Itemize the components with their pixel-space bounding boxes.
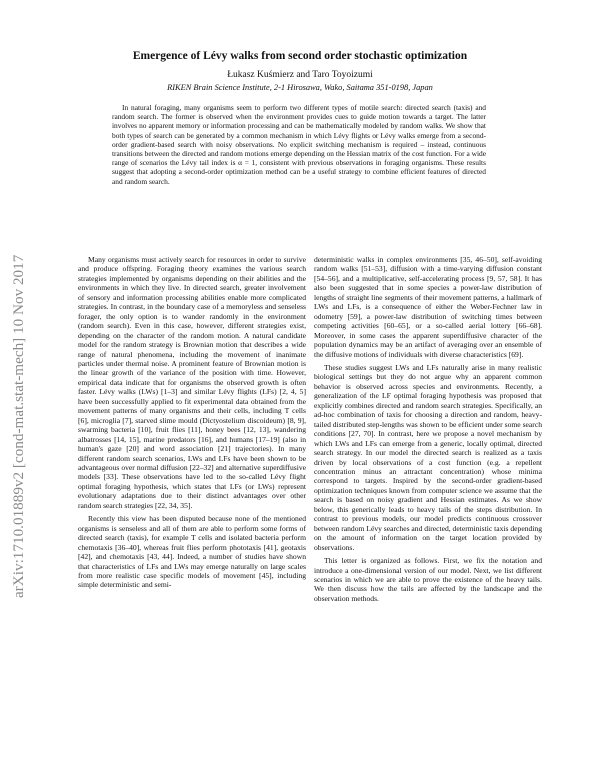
body-paragraph: deterministic walks in complex environments [35, 46–50], self-avoiding random walks [51–53], diffusion with a time-varying diffusion constant [54–56], and a multiplicative, self-accelerating process [9, 57, 58]. It has also been suggested that in some species a power-law distribution of lengths of straight line segments of their movement patterns, a hallmark of LWs and LFs, is a consequence of either the Weber-Fechner law in odometry [59], a power-law distribution of switching times between competing activities [60–65], or a so-called aerial lottery [66–68]. Moreover, in some cases the apparent superdiffusive character of the population dynamics may be an artifact of averaging over an ensemble of the diffusive motions of individuals with diverse characteristics [69].	[314, 255, 542, 359]
body-paragraph: Recently this view has been disputed because none of the mentioned organisms is senseless and all of them are able to perform some forms of directed search (taxis), for example T cells and isolated bacteria perform chemotaxis [36–40], whereas fruit flies perform phototaxis [41], geotaxis [42], and chemotaxis [43, 44]. Indeed, a number of studies have shown that characteristics of LFs and LWs may emerge naturally on large scales from more realistic case specific models of movement [45], including simple deterministic and semi-	[78, 514, 306, 590]
body-paragraph: This letter is organized as follows. First, we fix the notation and introduce a one-dimensional version of our model. Next, we list different scenarios in which we are able to prove the existence of the heavy tails. We then discuss how the tails are affected by the landscape and the observation methods.	[314, 556, 542, 603]
body-column-left	[78, 255, 306, 594]
body-paragraph: Many organisms must actively search for resources in order to survive and produce offspring. Foraging theory examines the various search strategies implemented by organisms depending on their abilities and the environments in which they live. In directed search, greater involvement of sensory and information processing abilities enable more complicated strategies. In contrast, in the boundary case of a memoryless and senseless forager, the only option is to wander randomly in the environment (random search). Even in this case, however, different strategies exist, depending on the character of the random motion. A natural candidate model for the random strategy is Brownian motion that describes a wide range of natural phenomena, including the movement of inanimate particles under thermal noise. A prominent feature of Brownian motion is the linear growth of the variance of the position with time. However, empirical data indicate that for organisms the observed growth is often faster. Lévy walks (LWs) [1–3] and similar Lévy flights (LFs) [2, 4, 5] have been successfully applied to fit experimental data obtained from the movement patterns of many organisms and their cells, including T cells [6], microglia [7], starved slime mould (Dictyostelium discoideum) [8, 9], swarming bacteria [10], fruit flies [11], honey bees [12, 13], wandering albatrosses [14, 15], marine predators [16], and humans [17–19] (also in human's gaze [20] and word association [21] trajectories). In many different random search scenarios, LWs and LFs have been shown to be advantageous over normal diffusion [22–32] and alternative superdiffusive models [33]. These observations have led to the so-called Lévy flight optimal foraging hypothesis, which states that LFs (or LWs) represent evolutionary adaptations due to their distinct advantages over other random search strategies [22, 34, 35].	[78, 255, 306, 510]
body-paragraph: These studies suggest LWs and LFs naturally arise in many realistic biological settings but they do not argue why an apparent common behavior is observed across species and environments. Recently, a generalization of the LF optimal foraging hypothesis was proposed that explicitly combines directed and random search strategies. Specifically, an ad-hoc combination of taxis for choosing a direction and random, heavy-tailed distributed step-lengths was shown to be efficient under some search conditions [27, 70]. In contrast, here we propose a novel mechanism by which LWs and LFs can emerge from a generic, locally optimal, directed search strategy. In our model the directed search is realized as a taxis driven by local observations of a cost function (e.g. a repellent concentration minus an attractant concentration) whose minima correspond to targets. Inspired by the second-order gradient-based optimization techniques known from computer science we assume that the search is based on noisy gradient and Hessian estimates. As we show below, this generically leads to heavy tails of the steps distribution. In contrast to previous models, our model predicts continuous crossover between random Lévy searches and directed, deterministic taxis depending on the amount of information on the target location provided by observations.	[314, 362, 542, 552]
arxiv-identifier-text: arXiv:1710.01889v2 [cond-mat.stat-mech] 10 Nov 2017	[10, 254, 27, 598]
arxiv-identifier-stamp	[4, 170, 30, 600]
paper-authors: Łukasz Kuśmierz and Taro Toyoizumi	[227, 70, 373, 80]
abstract: In natural foraging, many organisms seem to perform two different types of motile search: directed search (taxis) and random search. The former is observed when the environment provides cues to guide motion towards a target. The latter involves no apparent memory or information processing and can be mathematically modeled by random walks. We show that both types of search can be generated by a common mechanism in which Lévy flights or Lévy walks emerge from a second-order gradient-based search with noisy observations. No explicit switching mechanism is required – instead, continuous transitions between the directed and random motions emerge depending on the Hessian matrix of the cost function. For a wide range of scenarios the Lévy tail index is α = 1, consistent with previous observations in foraging organisms. These results suggest that adopting a second-order optimization method can be a useful strategy to combine efficient features of directed and random search.	[112, 103, 486, 186]
body-column-right	[314, 255, 542, 607]
paper-title: Emergence of Lévy walks from second order stochastic optimization	[132, 50, 468, 62]
paper-affiliation: RIKEN Brain Science Institute, 2-1 Hirosawa, Wako, Saitama 351-0198, Japan	[167, 83, 433, 92]
